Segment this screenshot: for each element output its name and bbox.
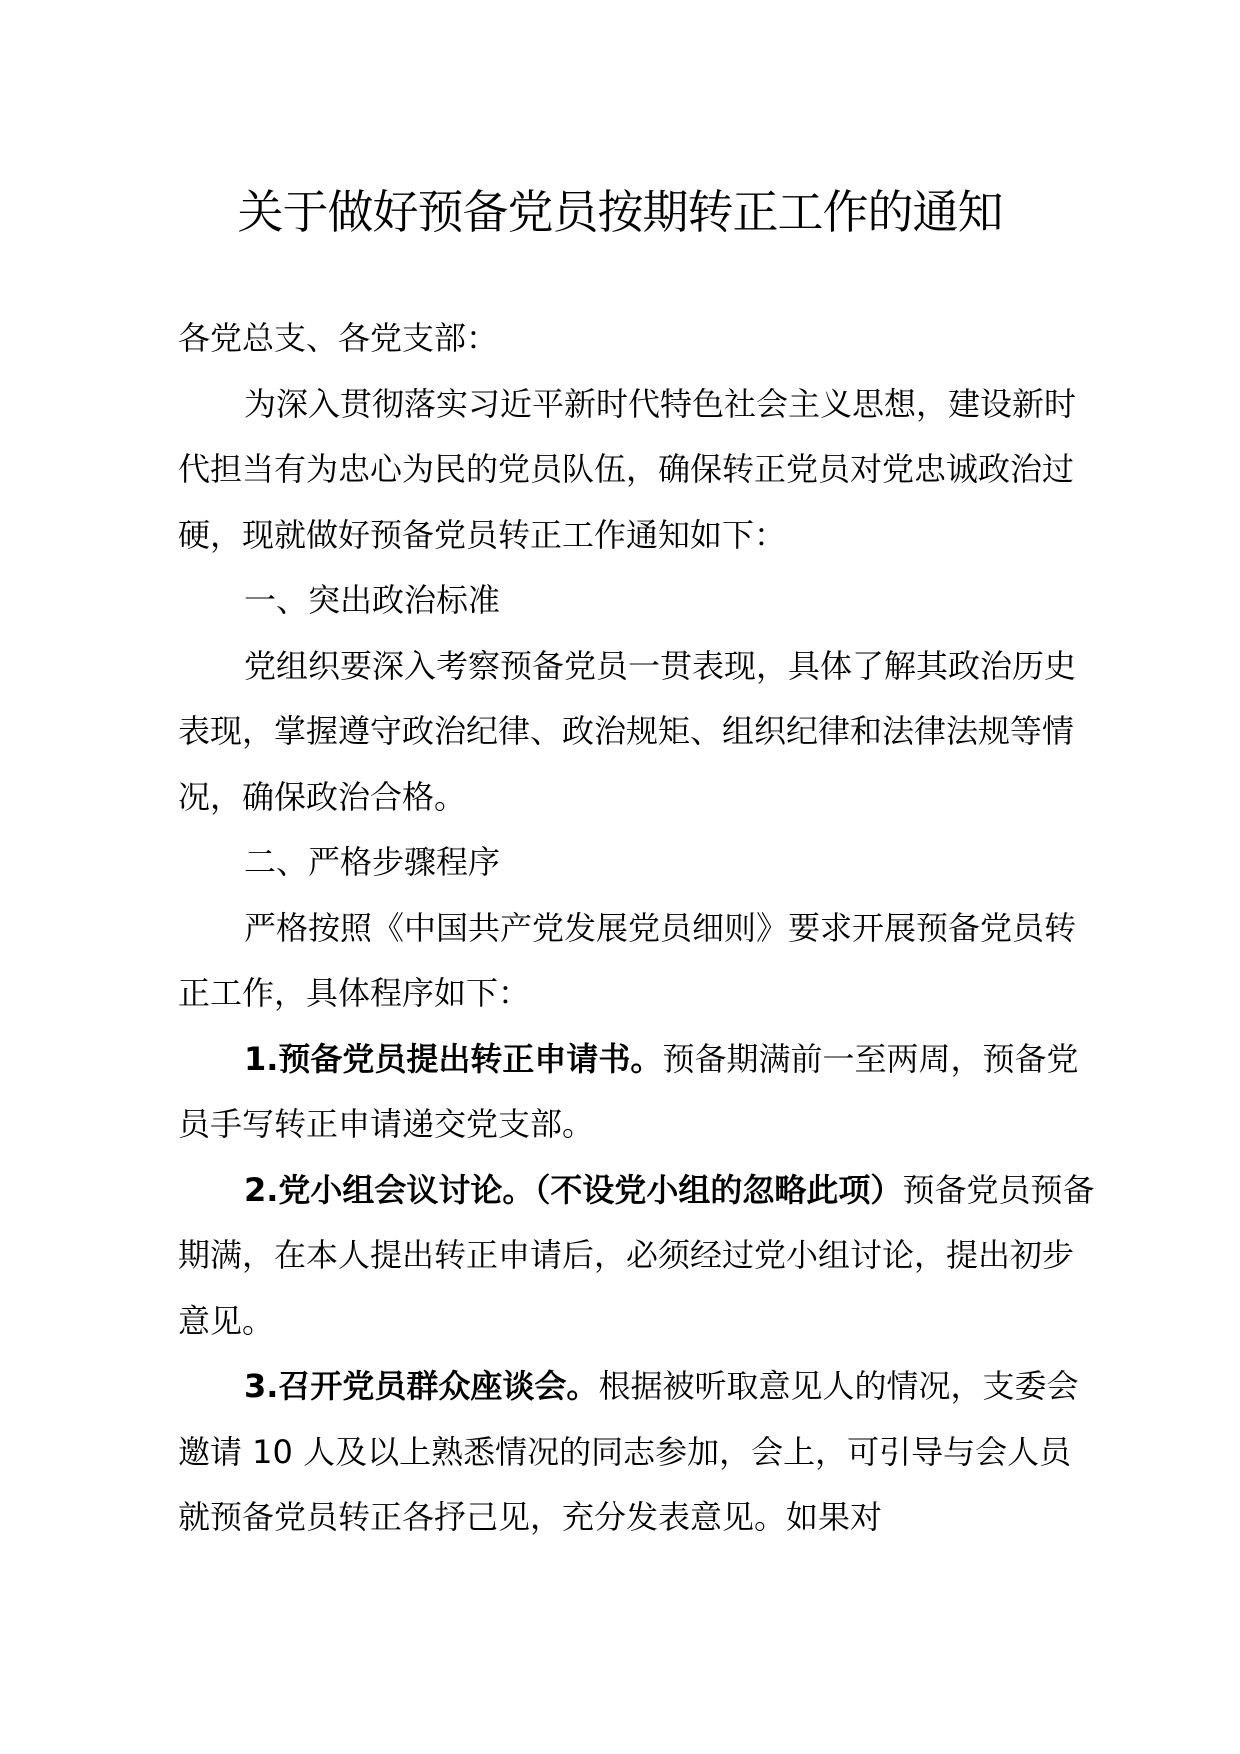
step-2-title: 2.党小组会议讨论。（不设党小组的忽略此项） [244, 1170, 903, 1209]
section-body-political-standard: 党组织要深入考察预备党员一贯表现，具体了解其政治历史表现，掌握遵守政治纪律、政治规矩、组织纪律和法律法规等情况，确保政治合格。 [178, 646, 1077, 816]
document-body [178, 306, 1098, 1551]
step-1-paragraph [178, 1027, 1098, 1158]
intro-paragraph: 为深入贯彻落实习近平新时代特色社会主义思想，建设新时代担当有为忠心为民的党员队伍，确保转正党员对党忠诚政治过硬，现就做好预备党员转正工作通知如下： [178, 384, 1077, 554]
step-1-title: 1.预备党员提出转正申请书。 [244, 1039, 663, 1078]
step-1-body: 预备期满前一至两周，预备党员手写转正申请递交党支部。 [178, 1039, 1079, 1143]
step-3-paragraph [178, 1354, 1098, 1551]
step-2-paragraph [178, 1158, 1098, 1355]
section-body-procedure: 严格按照《中国共产党发展党员细则》要求开展预备党员转正工作，具体程序如下： [178, 908, 1077, 1012]
document-title: 关于做好预备党员按期转正工作的通知 [237, 185, 1003, 239]
section-heading-political-standard: 一、突出政治标准 [244, 581, 501, 619]
salutation: 各党总支、各党支部： [178, 319, 499, 357]
section-heading-procedure: 二、严格步骤程序 [244, 843, 501, 881]
step-2-body: 预备党员预备期满，在本人提出转正申请后，必须经过党小组讨论，提出初步意见。 [178, 1170, 1095, 1340]
step-3-title: 3.召开党员群众座谈会。 [244, 1367, 599, 1405]
step-3-body: 根据被听取意见人的情况，支委会邀请 10 人及以上熟悉情况的同志参加，会上，可引导与会人员就预备党员转正各抒己见，充分发表意见。如果对 [178, 1367, 1079, 1536]
